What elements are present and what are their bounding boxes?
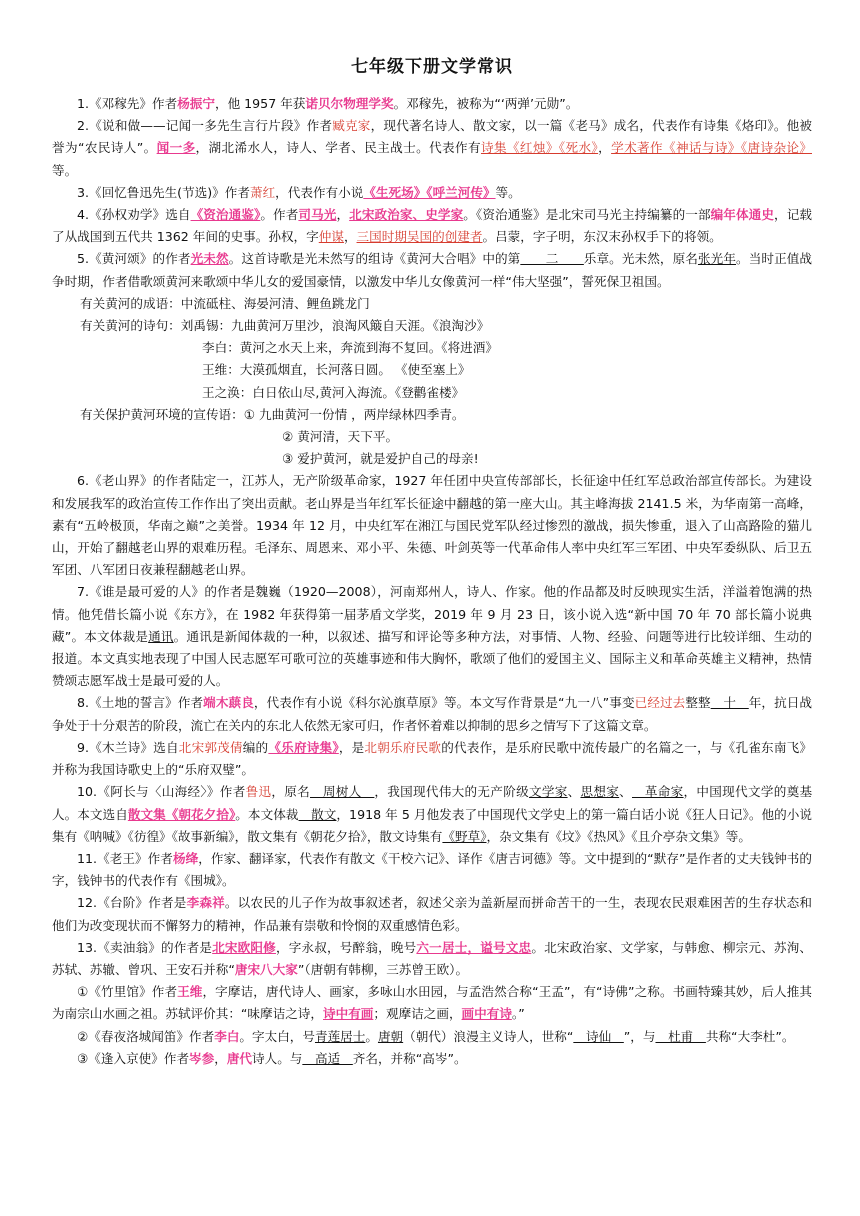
text-run: 整整 [685, 695, 711, 711]
highlighted-text: 《资治通鉴》 [190, 207, 261, 223]
text-run: ② 黄河清，天下平。 [282, 429, 399, 445]
text-run: 5.《黄河颂》的作者 [77, 251, 191, 267]
paragraph [52, 937, 812, 981]
paragraph [52, 1026, 812, 1048]
highlighted-text: 李白 [214, 1028, 240, 1044]
paragraph [52, 404, 812, 426]
paragraph [52, 93, 812, 115]
paragraph [52, 737, 812, 781]
paragraph [52, 781, 812, 848]
highlighted-text: 端木蕻良 [203, 695, 254, 711]
text-run: ， [336, 207, 350, 223]
highlighted-text: 青莲居士 [314, 1028, 366, 1044]
text-run: ，作家、翻译家，代表作有散文《干校六记》、译作《唐吉诃德》等。文中提到的“默存”是作者的丈夫钱钟书的字，钱钟书的代表作有《围城》。 [52, 850, 813, 889]
paragraph [52, 426, 812, 448]
text-run: ，代表作有小说 [275, 184, 364, 200]
paragraph [52, 1048, 812, 1070]
text-run: 2.《说和做——记闻一多先生言行片段》作者 [77, 118, 333, 134]
text-run: ，杂文集有《坟》《热风》《且介亭杂文集》等。 [486, 828, 751, 844]
text-run: 。当时正值战争时期，作者借歌颂黄河来歌颂中华儿女的爱国豪情，以激发中华儿女像黄河一样“伟大坚强”，誓死保卫祖国。 [52, 251, 813, 289]
highlighted-text: ＿高适＿ [302, 1050, 353, 1066]
highlighted-text: 六一居士，谥号文忠 [416, 939, 532, 955]
text-run: 。作者 [260, 207, 299, 223]
highlighted-text: 唐宋八大家 [234, 961, 298, 977]
highlighted-text: ＿＿二＿＿ [520, 251, 584, 267]
text-run: 。 [365, 1028, 378, 1044]
paragraph [52, 315, 812, 337]
text-run: 等。 [495, 184, 521, 200]
text-run: ；观摩诘之画， [373, 1006, 462, 1022]
text-run: 李白：黄河之水天上来，奔流到海不复回。《将进酒》 [202, 340, 498, 356]
paragraph [52, 337, 812, 359]
text-run: 。邓稼先，被称为“‘两弹’元勋”。 [393, 96, 579, 111]
paragraph [52, 448, 812, 470]
text-run: 共称“大李杜”。 [705, 1028, 795, 1044]
text-run: 乐章。光未然，原名 [583, 251, 698, 267]
text-run: 有关黄河的诗句：刘禹锡：九曲黄河万里沙，浪淘风簸自天涯。《浪淘沙》 [80, 318, 490, 334]
highlighted-text: 诺贝尔物理学奖 [305, 96, 394, 111]
text-run: ， [598, 140, 612, 156]
highlighted-text: ＿散文 [298, 806, 337, 822]
text-run: 8.《土地的誓言》作者 [77, 695, 204, 711]
paragraph [52, 981, 812, 1025]
highlighted-text: ＿十＿ [710, 695, 749, 711]
text-run: 9.《木兰诗》选自 [77, 739, 179, 755]
highlighted-text: 唐代 [226, 1050, 253, 1066]
text-run: ③《逢入京使》作者 [77, 1050, 190, 1066]
text-run: ②《春夜洛城闻笛》作者 [77, 1028, 215, 1044]
highlighted-text: 北宋政治家、史学家 [349, 207, 464, 223]
highlighted-text: 三国时期吴国的创建者 [356, 229, 483, 245]
text-run: 王之涣：白日依山尽,黄河入海流。《登鹳雀楼》 [202, 384, 465, 400]
text-run: 。以农民的儿子作为故事叙述者，叙述父亲为盖新屋而拼命苦干的一生，表现农民艰难困苦的生存状态和他们为改变现状而不懈努力的精神，作品兼有崇敬和怜悯的双重感情色彩。 [52, 895, 813, 933]
text-run: 。吕蒙，字子明，东汉末孙权手下的将领。 [482, 229, 722, 245]
highlighted-text: ＿杜甫＿ [655, 1028, 706, 1044]
text-run: 11.《老王》作者 [77, 850, 173, 866]
highlighted-text: 光未然 [190, 251, 229, 267]
paragraph [52, 204, 812, 248]
text-run: 有关黄河的成语：中流砥柱、海晏河清、鲤鱼跳龙门 [80, 295, 370, 311]
paragraph [52, 359, 812, 381]
text-run: ，字永叔，号醉翁，晚号 [275, 939, 417, 955]
text-run: 齐名，并称“高岑”。 [352, 1050, 467, 1066]
highlighted-text: 《生死场》《呼兰河传》 [363, 184, 496, 200]
text-run: ，我国现代伟大的无产阶级 [374, 784, 529, 800]
paragraph [52, 115, 812, 182]
highlighted-text: 鲁迅 [245, 784, 272, 800]
text-run: 。字太白，号 [239, 1028, 315, 1044]
text-run: ，原名 [271, 784, 310, 800]
text-run: ，他 1957 年获 [214, 96, 306, 111]
text-run: 的代表作，是乐府民歌中流传最广的名篇之一，与《孔雀东南飞》并称为我国诗歌史上的“乐府双璧”。 [52, 739, 813, 778]
document-page [52, 52, 812, 1070]
highlighted-text: 杨振宁 [177, 96, 215, 111]
highlighted-text: 通讯 [148, 628, 174, 644]
highlighted-text: 诗集《红烛》《死水》 [480, 140, 599, 156]
text-run: 7.《谁是最可爱的人》的作者是魏巍（1920—2008），河南郑州人，诗人、作家。他的作品都及时反映现实生活，洋溢着饱满的热情。他凭借长篇小说《东方》，在 1982 年获得第一届茅盾文学奖，2019 年 9 月 23 日，该小说入选“新中国 70 年 70 部长篇小说典藏”。本文体裁是 [52, 584, 812, 644]
paragraph [52, 182, 812, 204]
text-run: 。本文体裁 [235, 806, 299, 822]
highlighted-text: 张光年 [697, 251, 737, 267]
highlighted-text: 北宋郭茂倩 [178, 739, 243, 755]
text-run: 诗人。与 [252, 1050, 303, 1066]
text-run: ，是 [338, 739, 365, 755]
text-run: ①《竹里馆》作者 [77, 984, 178, 1000]
highlighted-text: 唐朝 [377, 1028, 404, 1044]
highlighted-text: 诗中有画 [323, 1006, 374, 1022]
text-run: ，字摩诘，唐代诗人、画家，多咏山水田园，与孟浩然合称“王孟”，有“诗佛”之称。书画特臻其妙，后人推其为南宗山水画之祖。苏轼评价其：“味摩诘之诗， [52, 984, 812, 1022]
text-run: ”，与 [623, 1028, 656, 1044]
highlighted-text: 萧红 [249, 184, 276, 200]
highlighted-text: 闻一多 [156, 140, 196, 156]
text-run: 。《资治通鉴》是北宋司马光主持编纂的一部 [463, 207, 711, 223]
paragraph [52, 692, 812, 736]
highlighted-text: 思想家 [580, 784, 620, 800]
text-run: 1.《邓稼先》作者 [77, 96, 178, 111]
highlighted-text: 编年体通史 [710, 207, 775, 223]
document-body [52, 93, 812, 1070]
text-run: 13.《卖油翁》的作者是 [77, 939, 213, 955]
highlighted-text: ＿诗仙＿ [573, 1028, 624, 1044]
text-run: ”（唐朝有韩柳，三苏曾王欧）。 [297, 961, 469, 977]
text-run: 王维：大漠孤烟直，长河落日圆。 《使至塞上》 [202, 362, 471, 378]
text-run: 。北宋政治家、文学家，与韩愈、柳宗元、苏洵、苏轼、苏辙、曾巩、王安石并称“ [52, 939, 813, 977]
paragraph [52, 848, 812, 892]
text-run: ，1918 年 5 月他发表了中国现代文学史上的第一篇白话小说《狂人日记》。他的小说集有《呐喊》《彷徨》《故事新编》，散文集有《朝花夕拾》，散文诗集有 [52, 806, 813, 844]
text-run: 。通讯是新闻体裁的一种，以叙述、描写和评论等多种方法，对事情、人物、经验、问题等进行比较详细、生动的报道。本文真实地表现了中国人民志愿军可歌可泣的英雄事迹和伟大胸怀，歌颂了他们的爱国主义、国际主义和革命英雄主义精神，热情赞颂志愿军战士是最可爱的人。 [52, 628, 813, 689]
highlighted-text: 王维 [177, 984, 203, 1000]
text-run: ， [343, 229, 357, 245]
text-run: ，现代著名诗人、散文家，以一篇《老马》成名，代表作有诗集《烙印》。他被誉为“农民诗人”。 [52, 118, 813, 156]
text-run: ，记载了从战国到五代共 1362 年间的史事。孙权，字 [52, 207, 813, 245]
highlighted-text: 《乐府诗集》 [268, 739, 339, 755]
text-run: ③ 爱护黄河，就是爱护自己的母亲! [282, 451, 479, 467]
text-run: 、 [619, 784, 633, 800]
highlighted-text: 北宋欧阳修 [212, 939, 276, 955]
paragraph [52, 382, 812, 404]
highlighted-text: 画中有诗 [461, 1006, 512, 1022]
page-title: 七年级下册文学常识 [351, 57, 513, 77]
text-run: ，代表作有小说《科尔沁旗草原》等。本文写作背景是“九一八”事变 [253, 695, 635, 711]
text-run: 10.《阿长与〈山海经〉》作者 [77, 784, 246, 800]
highlighted-text: 臧克家 [332, 118, 371, 134]
text-run: 编的 [242, 739, 269, 755]
text-run: 6.《老山界》的作者陆定一，江苏人，无产阶级革命家，1927 年任团中央宣传部部长，长征途中任红军总政治部宣传部长。为建设和发展我军的政治宣传工作作出了突出贡献。老山界是当年红军长征途中翻越的第一座大山。其主峰海拔 2141.5 米，为华南第一高峰，素有“五岭极顶，华南之巅”之美誉。1934 年 12 月，中央红军在湘江与国民党军队经过惨烈的激战，损失惨重，退入了山高路险的猫儿山，开始了翻越老山界的艰难历程。毛泽东、周恩来、邓小平、朱德、叶剑英等一代革命伟人率中央红军三军团、中央军委纵队、后卫五军团、八军团日夜兼程翻越老山界。 [52, 473, 812, 578]
highlighted-text: 散文集《朝花夕拾》 [127, 806, 236, 822]
highlighted-text: ＿革命家 [632, 784, 684, 800]
highlighted-text: 北朝乐府民歌 [364, 739, 442, 755]
paragraph [52, 892, 812, 936]
paragraph [52, 581, 812, 692]
highlighted-text: 杨绛 [172, 850, 199, 866]
text-run: 年，抗日战争处于十分艰苦的阶段，流亡在关内的东北人依然无家可归，作者怀着难以抑制的思乡之情写下了这篇文章。 [52, 695, 813, 733]
highlighted-text: 学术著作《神话与诗》《唐诗杂论》 [611, 140, 812, 156]
text-run: 、 [567, 784, 581, 800]
text-run: 3.《回忆鲁迅先生(节选)》作者 [77, 184, 250, 200]
highlighted-text: 仲谋 [318, 229, 344, 245]
text-run: 有关保护黄河环境的宣传语：① 九曲黄河一份情 ，两岸绿林四季青。 [80, 406, 465, 422]
text-run: 等。 [52, 162, 78, 178]
text-run: （朝代）浪漫主义诗人，世称“ [403, 1028, 574, 1044]
text-run: 12.《台阶》作者是 [77, 895, 187, 911]
highlighted-text: ＿周树人＿ [309, 784, 375, 800]
highlighted-text: 文学家 [528, 784, 568, 800]
text-run: ， [214, 1050, 227, 1066]
text-run: 。” [511, 1006, 525, 1022]
text-run: ，湖北浠水人，诗人、学者、民主战士。代表作有 [195, 140, 481, 156]
text-run: 。这首诗歌是光未然写的组诗《黄河大合唱》中的第 [228, 251, 521, 267]
paragraph [52, 293, 812, 315]
highlighted-text: 已经过去 [634, 695, 686, 711]
paragraph [52, 248, 812, 292]
text-run: 4.《孙权劝学》选自 [77, 207, 191, 223]
highlighted-text: 李森祥 [186, 895, 225, 911]
highlighted-text: 司马光 [298, 207, 337, 223]
highlighted-text: 岑参 [189, 1050, 215, 1066]
paragraph [52, 470, 812, 581]
text-run: ，中国现代文学的奠基人。本文选自 [52, 784, 813, 822]
highlighted-text: 《野草》 [442, 828, 487, 844]
